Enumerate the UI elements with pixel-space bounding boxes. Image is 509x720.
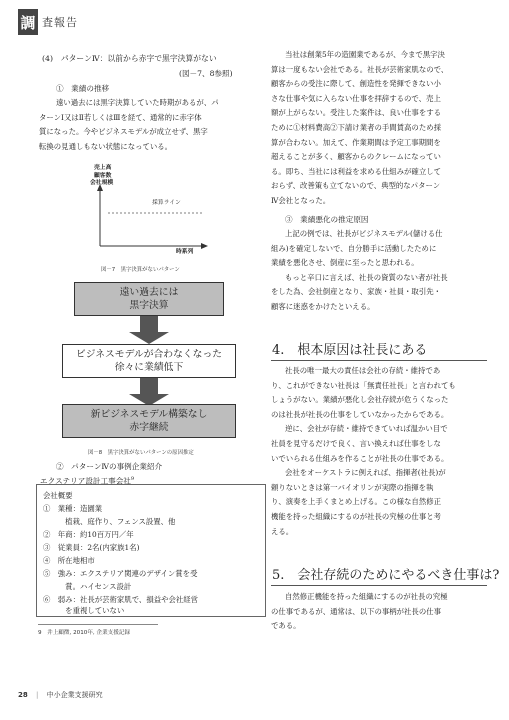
- text-line: り、これができない社長は「無責任社長」と言われても: [271, 380, 456, 390]
- section-5-heading: 5. 会社存続のためにやるべき仕事は?: [272, 568, 500, 583]
- right-para-3-first: [285, 364, 440, 379]
- right-para-2-first: [285, 227, 443, 242]
- text-line: しょうがない。業績が悪化し会社存続が危うくなった: [271, 395, 449, 405]
- fig8-box-line: 徐々に業績低下: [114, 361, 184, 373]
- fig8-arrow-2-stem: [140, 378, 158, 394]
- text-line: 逆に、会社が存続・維持できていれば温かい目で: [285, 424, 448, 434]
- header-icon-box: 調: [18, 9, 38, 35]
- text-line: 算が合わない。加えて、作業期間は予定工事期間を: [271, 137, 441, 147]
- text-line: Ⅳ会社となった。: [271, 195, 331, 205]
- fig8-box-line: 赤字継続: [129, 421, 169, 433]
- text-line: 機能を持った組織にするのが社長の究極の仕事と考: [271, 511, 441, 521]
- company-box-line: ③ 従業員：2名(内家族1名): [43, 543, 140, 552]
- text-line: える。: [271, 526, 294, 536]
- company-box-line: を重視していない: [43, 606, 125, 615]
- text-line: ターンⅠ又はⅡ若しくはⅢを経て、通常的に赤字体: [39, 112, 202, 122]
- text-line: 遠い過去には黒字決算していた時期があるが、パ: [56, 98, 219, 107]
- text-line: る。即ち、当社には利益を求める仕組みが確立して: [271, 166, 441, 176]
- footer-separator: |: [35, 691, 39, 699]
- text-line: おらず、改善策も立てないので、典型的なパターン: [271, 181, 441, 191]
- text-line: 組み)を確定しないで、自分勝手に活動したために: [271, 243, 437, 253]
- subsection-1-body-cont: [39, 111, 208, 155]
- fig8-box-no-new-model: [62, 404, 236, 438]
- fig8-box-line: 遠い過去には: [119, 287, 179, 298]
- text-line: である。: [271, 621, 301, 631]
- text-line: 社長の唯一最大の責任は会社の存続・維持であ: [285, 366, 441, 375]
- y-label-customers: 顧客数: [94, 172, 112, 179]
- footnote-divider: [38, 624, 158, 625]
- text-line: 転換の見通しもない状態になっている。: [39, 141, 173, 151]
- company-box-line: ④ 所在地相市: [43, 556, 95, 565]
- subsection-1-title: ① 業績の推移: [56, 84, 110, 93]
- fig8-box-line: ビジネスモデルが合わなくなった: [75, 349, 223, 360]
- fig8-box-past-profit: [74, 282, 224, 316]
- text-line: さな仕事や気に入らない仕事を拝辞するので、売上: [271, 93, 441, 103]
- section-5-underline: [271, 585, 487, 586]
- figure-7: [86, 158, 216, 258]
- section-4-figure-ref: (図－7、8参照): [179, 69, 233, 78]
- company-overview-box: [36, 484, 266, 617]
- footnote: 9 井上顧徴, 2010年, 企業支援記録: [38, 630, 131, 636]
- breakeven-line-label: 採算ライン: [152, 200, 181, 206]
- fig8-box-line: 黒字決算: [129, 299, 169, 311]
- header-label: 査報告: [42, 16, 78, 29]
- fig8-arrow-1: [129, 332, 169, 344]
- text-line: もっと辛口に言えば、社長の資質のない者が社長: [285, 272, 448, 282]
- figure-8-caption: 図－8 黒字決算がないパターンの原因推定: [88, 450, 194, 456]
- company-box-line: 賞。ハイセンス設計: [43, 582, 132, 591]
- right-para-2b-first: [285, 271, 448, 286]
- text-line: 算は一度もない会社である。社長が芸術家肌なので、: [271, 64, 449, 74]
- company-name-text: エクステリア設計工事会社: [40, 476, 131, 486]
- text-line: 自然修正機能を持った組織にするのが社長の究極: [285, 592, 448, 601]
- page-number: 28: [18, 691, 28, 699]
- subsection-2-title: ② パターンⅣの事例企業紹介: [56, 462, 163, 471]
- fig8-box-line: 新ビジネスモデル構築なし: [90, 409, 208, 420]
- company-box-line: ⑤ 強み：エクステリア関連のデザイン賞を受: [43, 569, 198, 578]
- right-para-1: [271, 63, 448, 209]
- text-line: ために①材料費高②下請け業者の手間賃高のため採: [271, 122, 441, 132]
- figure-7-caption: 図－7 黒字決算がないパターン: [101, 267, 180, 273]
- page-footer: [18, 690, 103, 700]
- fig8-box-model-mismatch: [62, 344, 236, 378]
- company-box-line: ① 業種：造園業: [43, 504, 103, 513]
- company-box-line: 植栽、庭作り、フェンス設置、他: [43, 517, 176, 526]
- text-line: の仕事であるが、通常は、以下の事柄が社長の仕事: [271, 606, 441, 616]
- text-line: いでいられる仕組みを作ることが社長の仕事である。: [271, 453, 449, 463]
- text-line: 頼りないときは第一バイオリンが実際の指揮を執: [271, 482, 434, 492]
- journal-name: 中小企業支援研究: [46, 691, 103, 699]
- subsection-1-body: [56, 96, 219, 111]
- x-axis-arrow: [201, 243, 208, 249]
- y-label-company-size: 会社規模: [90, 180, 114, 186]
- right-para-3b-first: [285, 422, 448, 437]
- right-para-1-first: [285, 48, 445, 63]
- right-para-4-first: [285, 590, 448, 605]
- company-box-heading: 会社概要: [43, 491, 73, 500]
- text-line: のは社長が社長の仕事をしていなかったからである。: [271, 409, 449, 419]
- text-line: 当社は創業5年の造園業であるが、今まで黒字決: [285, 50, 445, 59]
- text-line: 額が上がらない。受注した案件は、良い仕事をする: [271, 108, 441, 118]
- fig8-arrow-1-stem: [140, 316, 158, 332]
- company-box-line: ② 年商：約10百万円／年: [43, 530, 134, 539]
- text-line: 業績を悪化させ、倒産に至ったと思われる。: [271, 258, 419, 268]
- footnote-ref: 9: [130, 476, 135, 482]
- text-line: 超えることが多く、顧客からのクレームになってい: [271, 152, 441, 162]
- x-label-time: 時系列: [176, 249, 194, 255]
- text-line: 会社をオーケストラに例えれば、指揮者(社長)が: [285, 468, 446, 478]
- right-para-3b: [271, 437, 448, 466]
- text-line: 社員を見守るだけで良く、言い換えれば仕事をしな: [271, 439, 441, 448]
- section-4-underline: [271, 360, 487, 361]
- y-label-sales: 売上高: [94, 165, 112, 171]
- right-para-2b: [271, 285, 441, 314]
- text-line: 顧客からの受注に際して、創造性を発揮できない小: [271, 79, 441, 89]
- text-line: 顧客に迷惑をかけたといえる。: [271, 301, 375, 311]
- section-4-title: (4) パターンⅣ：以前から赤字で黒字決算がない: [42, 54, 217, 63]
- right-para-3: [271, 379, 456, 423]
- page-header: [18, 9, 78, 35]
- right-para-3c-first: [285, 466, 446, 481]
- text-line: をした為、会社倒産となり、家族・社員・取引先・: [271, 287, 441, 297]
- text-line: り、演奏を上手くまとめ上げる。この様な自然修正: [271, 497, 441, 507]
- text-line: 質になった。今やビジネスモデルが成立せず、黒字: [39, 127, 208, 137]
- right-para-4: [271, 605, 441, 634]
- section-4-heading: 4. 根本原因は社長にある: [272, 343, 428, 358]
- text-line: 上記の例では、社長がビジネスモデル(儲ける仕: [285, 229, 443, 238]
- company-box-line: ⑥ 弱み：社長が芸術家肌で、損益や会社経営: [43, 595, 199, 604]
- right-para-3c: [271, 481, 441, 539]
- right-para-2: [271, 242, 436, 271]
- subsection-3-title: ③ 業績悪化の推定原因: [285, 215, 369, 224]
